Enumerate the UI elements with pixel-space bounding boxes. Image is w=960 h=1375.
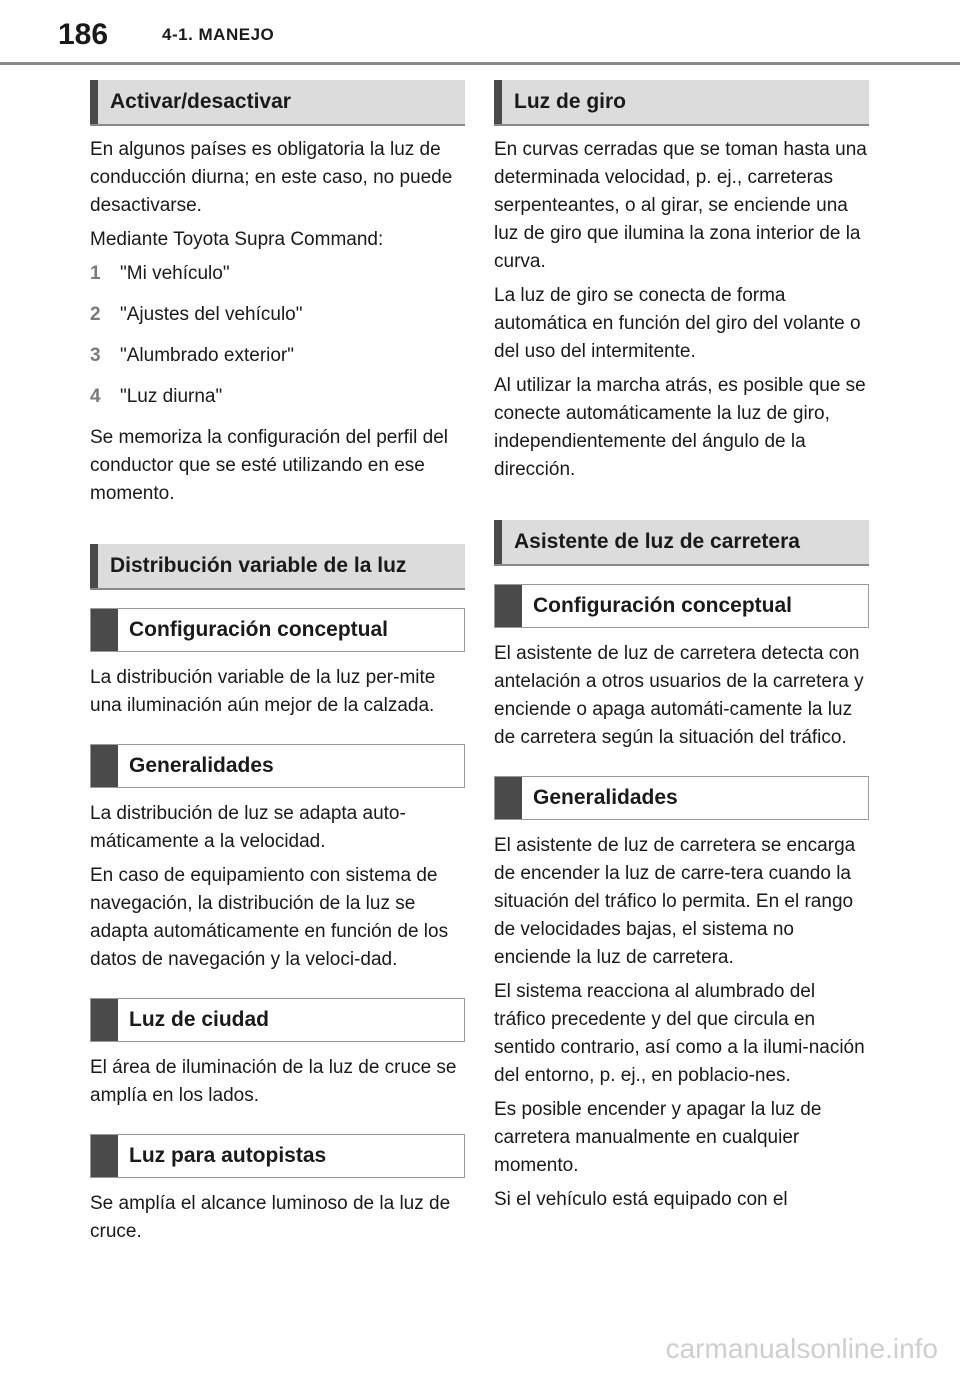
step-item [90,383,465,411]
heading-activar-desactivar: Activar/desactivar [90,80,465,126]
paragraph: En algunos países es obligatoria la luz de conducción diurna; en este caso, no puede desactivarse. [90,139,453,216]
step-item [90,260,465,288]
paragraph: Se memoriza la configuración del perfil del conductor que se esté utilizando en ese momento. [90,427,449,504]
step-number: 1 [90,263,101,284]
paragraph: El asistente de luz de carretera detecta con antelación a otros usuarios de la carretera y enciende o apaga automáti-camente la luz de carretera según la situación del tráfico. [494,643,864,748]
paragraph: Mediante Toyota Supra Command: [90,229,384,250]
step-number: 2 [90,304,101,325]
paragraph: El sistema reacciona al alumbrado del tráfico precedente y del que circula en sentido contrario, así como a la ilumi-nación del entorno, p. ej., en poblacio-nes. [494,981,865,1086]
step-item [90,301,465,329]
watermark: carmanualsonline.info [665,1333,938,1364]
paragraph: En caso de equipamiento con sistema de navegación, la distribución de la luz se adapta automáticamente en función de los datos de navegación y la veloci-dad. [90,865,449,970]
step-item [90,342,465,370]
subheading-generalidades: Generalidades [90,744,465,788]
step-text: "Alumbrado exterior" [120,345,295,366]
subheading-configuracion-conceptual: Configuración conceptual [494,584,869,628]
paragraph: La luz de giro se conecta de forma automática en función del giro del volante o del uso del intermitente. [494,285,861,362]
heading-luz-de-giro: Luz de giro [494,80,869,126]
step-text: "Mi vehículo" [120,263,230,284]
paragraph: El área de iluminación de la luz de cruce se amplía en los lados. [90,1057,457,1106]
left-column [90,80,465,1252]
subheading-luz-para-autopistas: Luz para autopistas [90,1134,465,1178]
paragraph: Es posible encender y apagar la luz de carretera manualmente en cualquier momento. [494,1099,822,1176]
paragraph: Al utilizar la marcha atrás, es posible que se conecte automáticamente la luz de giro, independientemente del ángulo de la dirección. [494,375,866,480]
step-number: 3 [90,345,101,366]
heading-distribucion-variable: Distribución variable de la luz [90,544,465,590]
subheading-luz-de-ciudad: Luz de ciudad [90,998,465,1042]
step-number: 4 [90,386,101,407]
header-divider [0,62,960,65]
paragraph: Si el vehículo está equipado con el [494,1189,788,1210]
paragraph: El asistente de luz de carretera se encarga de encender la luz de carre-tera cuando la situación del tráfico lo permita. En el rango de velocidades bajas, el sistema no enciende la luz de carretera. [494,835,856,968]
step-text: "Ajustes del vehículo" [120,304,303,325]
paragraph: La distribución variable de la luz per-mite una iluminación aún mejor de la calzada. [90,667,436,716]
page-header [0,0,960,70]
right-column [494,80,869,1220]
subheading-generalidades: Generalidades [494,776,869,820]
page-number: 186 [58,18,109,51]
subheading-configuracion-conceptual: Configuración conceptual [90,608,465,652]
step-text: "Luz diurna" [120,386,223,407]
heading-asistente-luz-carretera: Asistente de luz de carretera [494,520,869,566]
chapter-label: 4-1. MANEJO [162,25,275,44]
paragraph: En curvas cerradas que se toman hasta una determinada velocidad, p. ej., carreteras serpenteantes, o al girar, se enciende una luz de giro que ilumina la zona interior de la curva. [494,139,867,272]
paragraph: La distribución de luz se adapta auto-máticamente a la velocidad. [90,803,406,852]
paragraph: Se amplía el alcance luminoso de la luz de cruce. [90,1193,451,1242]
